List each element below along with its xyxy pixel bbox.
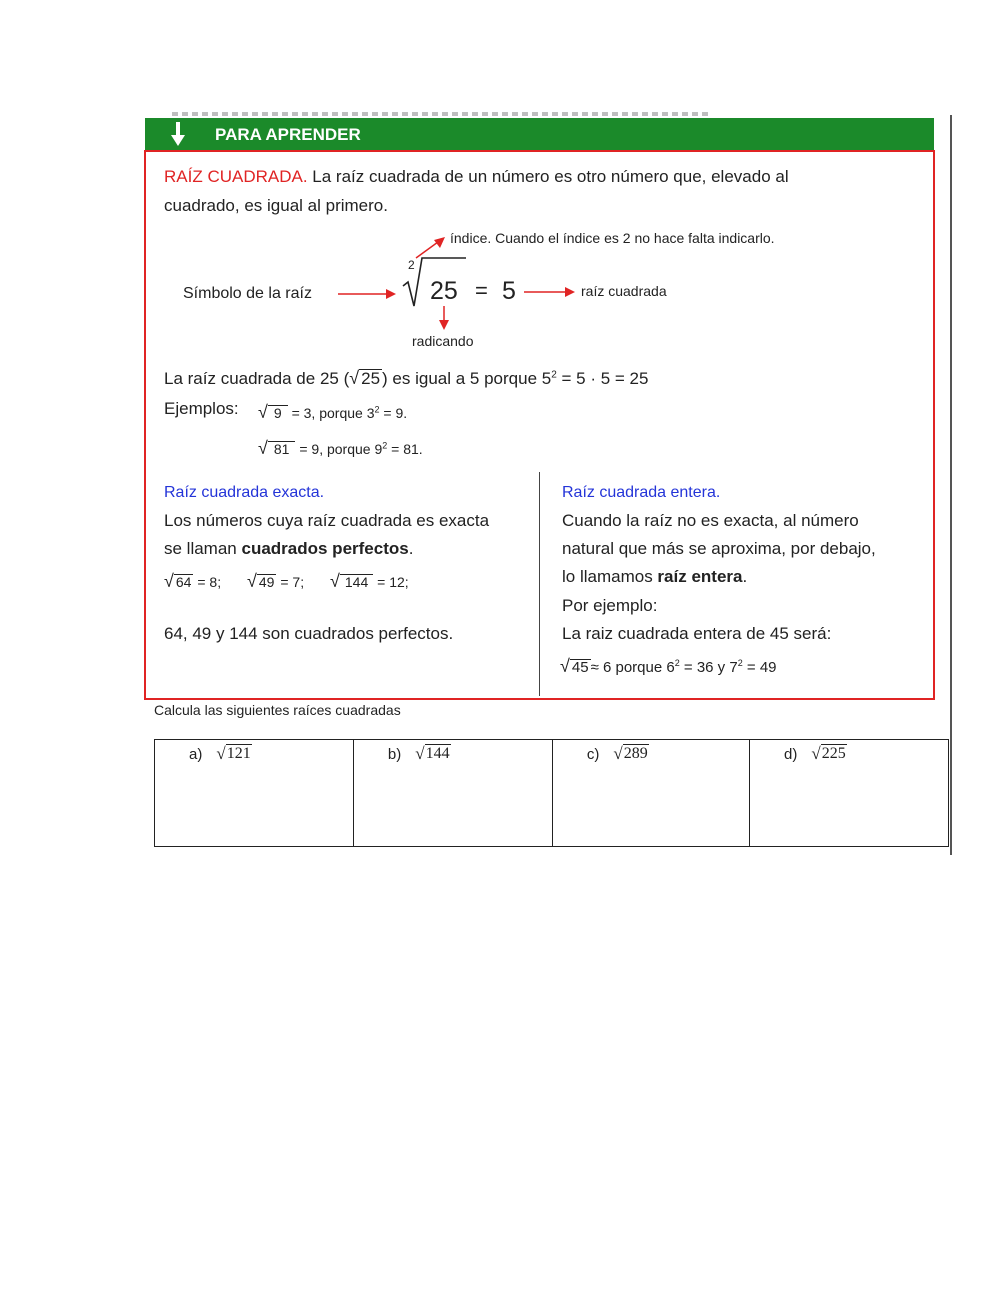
integer-line-5: La raiz cuadrada entera de 45 será:: [562, 624, 832, 643]
definition-term: RAÍZ CUADRADA.: [164, 167, 308, 186]
exact-example: √ 64 = 8;: [164, 571, 222, 591]
answer-cell[interactable]: b) √ 144: [353, 740, 552, 847]
answer-cell[interactable]: a) √ 121: [155, 740, 354, 847]
answer-cell[interactable]: c) √ 289: [552, 740, 749, 847]
column-divider: [539, 472, 540, 696]
radicand-label: radicando: [412, 333, 474, 349]
header-title: PARA APRENDER: [215, 124, 361, 144]
radicand: 25: [430, 277, 458, 305]
exact-conclusion: 64, 49 y 144 son cuadrados perfectos.: [164, 624, 454, 643]
exact-line-2: se llaman cuadrados perfectos.: [164, 539, 414, 558]
answer-cell[interactable]: d) √ 225: [750, 740, 949, 847]
example-1: √ 9 = 3, porque $3^2 = 9$.: [258, 402, 408, 422]
index-note: índice. Cuando el índice es 2 no hace falta indicarlo.: [450, 230, 775, 246]
exact-example: √ 144 = 12;: [330, 571, 409, 591]
integer-line-2: natural que más se aproxima, por debajo,: [562, 539, 876, 558]
integer-line-4: Por ejemplo:: [562, 596, 658, 615]
exact-line-1: Los números cuya raíz cuadrada es exacta: [164, 511, 490, 530]
exact-example: √ 49 = 7;: [247, 571, 305, 591]
root-result: 5: [502, 277, 516, 305]
result-label: raíz cuadrada: [581, 283, 667, 299]
integer-line-3: lo llamamos raíz entera.: [562, 567, 748, 586]
root-index: 2: [408, 258, 415, 272]
integer-title: Raíz cuadrada entera.: [562, 484, 721, 501]
diagram-arrows: [0, 0, 1000, 400]
definition-line-2: cuadrado, es igual al primero.: [164, 196, 388, 215]
example-2: √ 81 = 9, porque $9^2 = 81$.: [258, 438, 423, 458]
equals-sign: =: [475, 278, 488, 303]
exercise-instruction: Calcula las siguientes raíces cuadradas: [154, 702, 401, 718]
symbol-label: Símbolo de la raíz: [183, 285, 312, 302]
examples-label: Ejemplos:: [164, 399, 239, 418]
integer-example: √ 45 ≈ 6 porque $6^2 = 36$ y $7^2 = 49$: [560, 656, 777, 676]
integer-line-1: Cuando la raíz no es exacta, al número: [562, 511, 859, 530]
exact-examples: [164, 571, 409, 593]
exercise-table: [154, 739, 949, 847]
definition-line-1: RAÍZ CUADRADA. La raíz cuadrada de un número es otro número que, elevado al: [164, 167, 789, 186]
explanation-line: La raíz cuadrada de 25 (√ 25 ) es igual a 5 porque $5^2 = 5 \cdot 5 = 25$: [164, 368, 649, 388]
exact-title: Raíz cuadrada exacta.: [164, 484, 325, 501]
